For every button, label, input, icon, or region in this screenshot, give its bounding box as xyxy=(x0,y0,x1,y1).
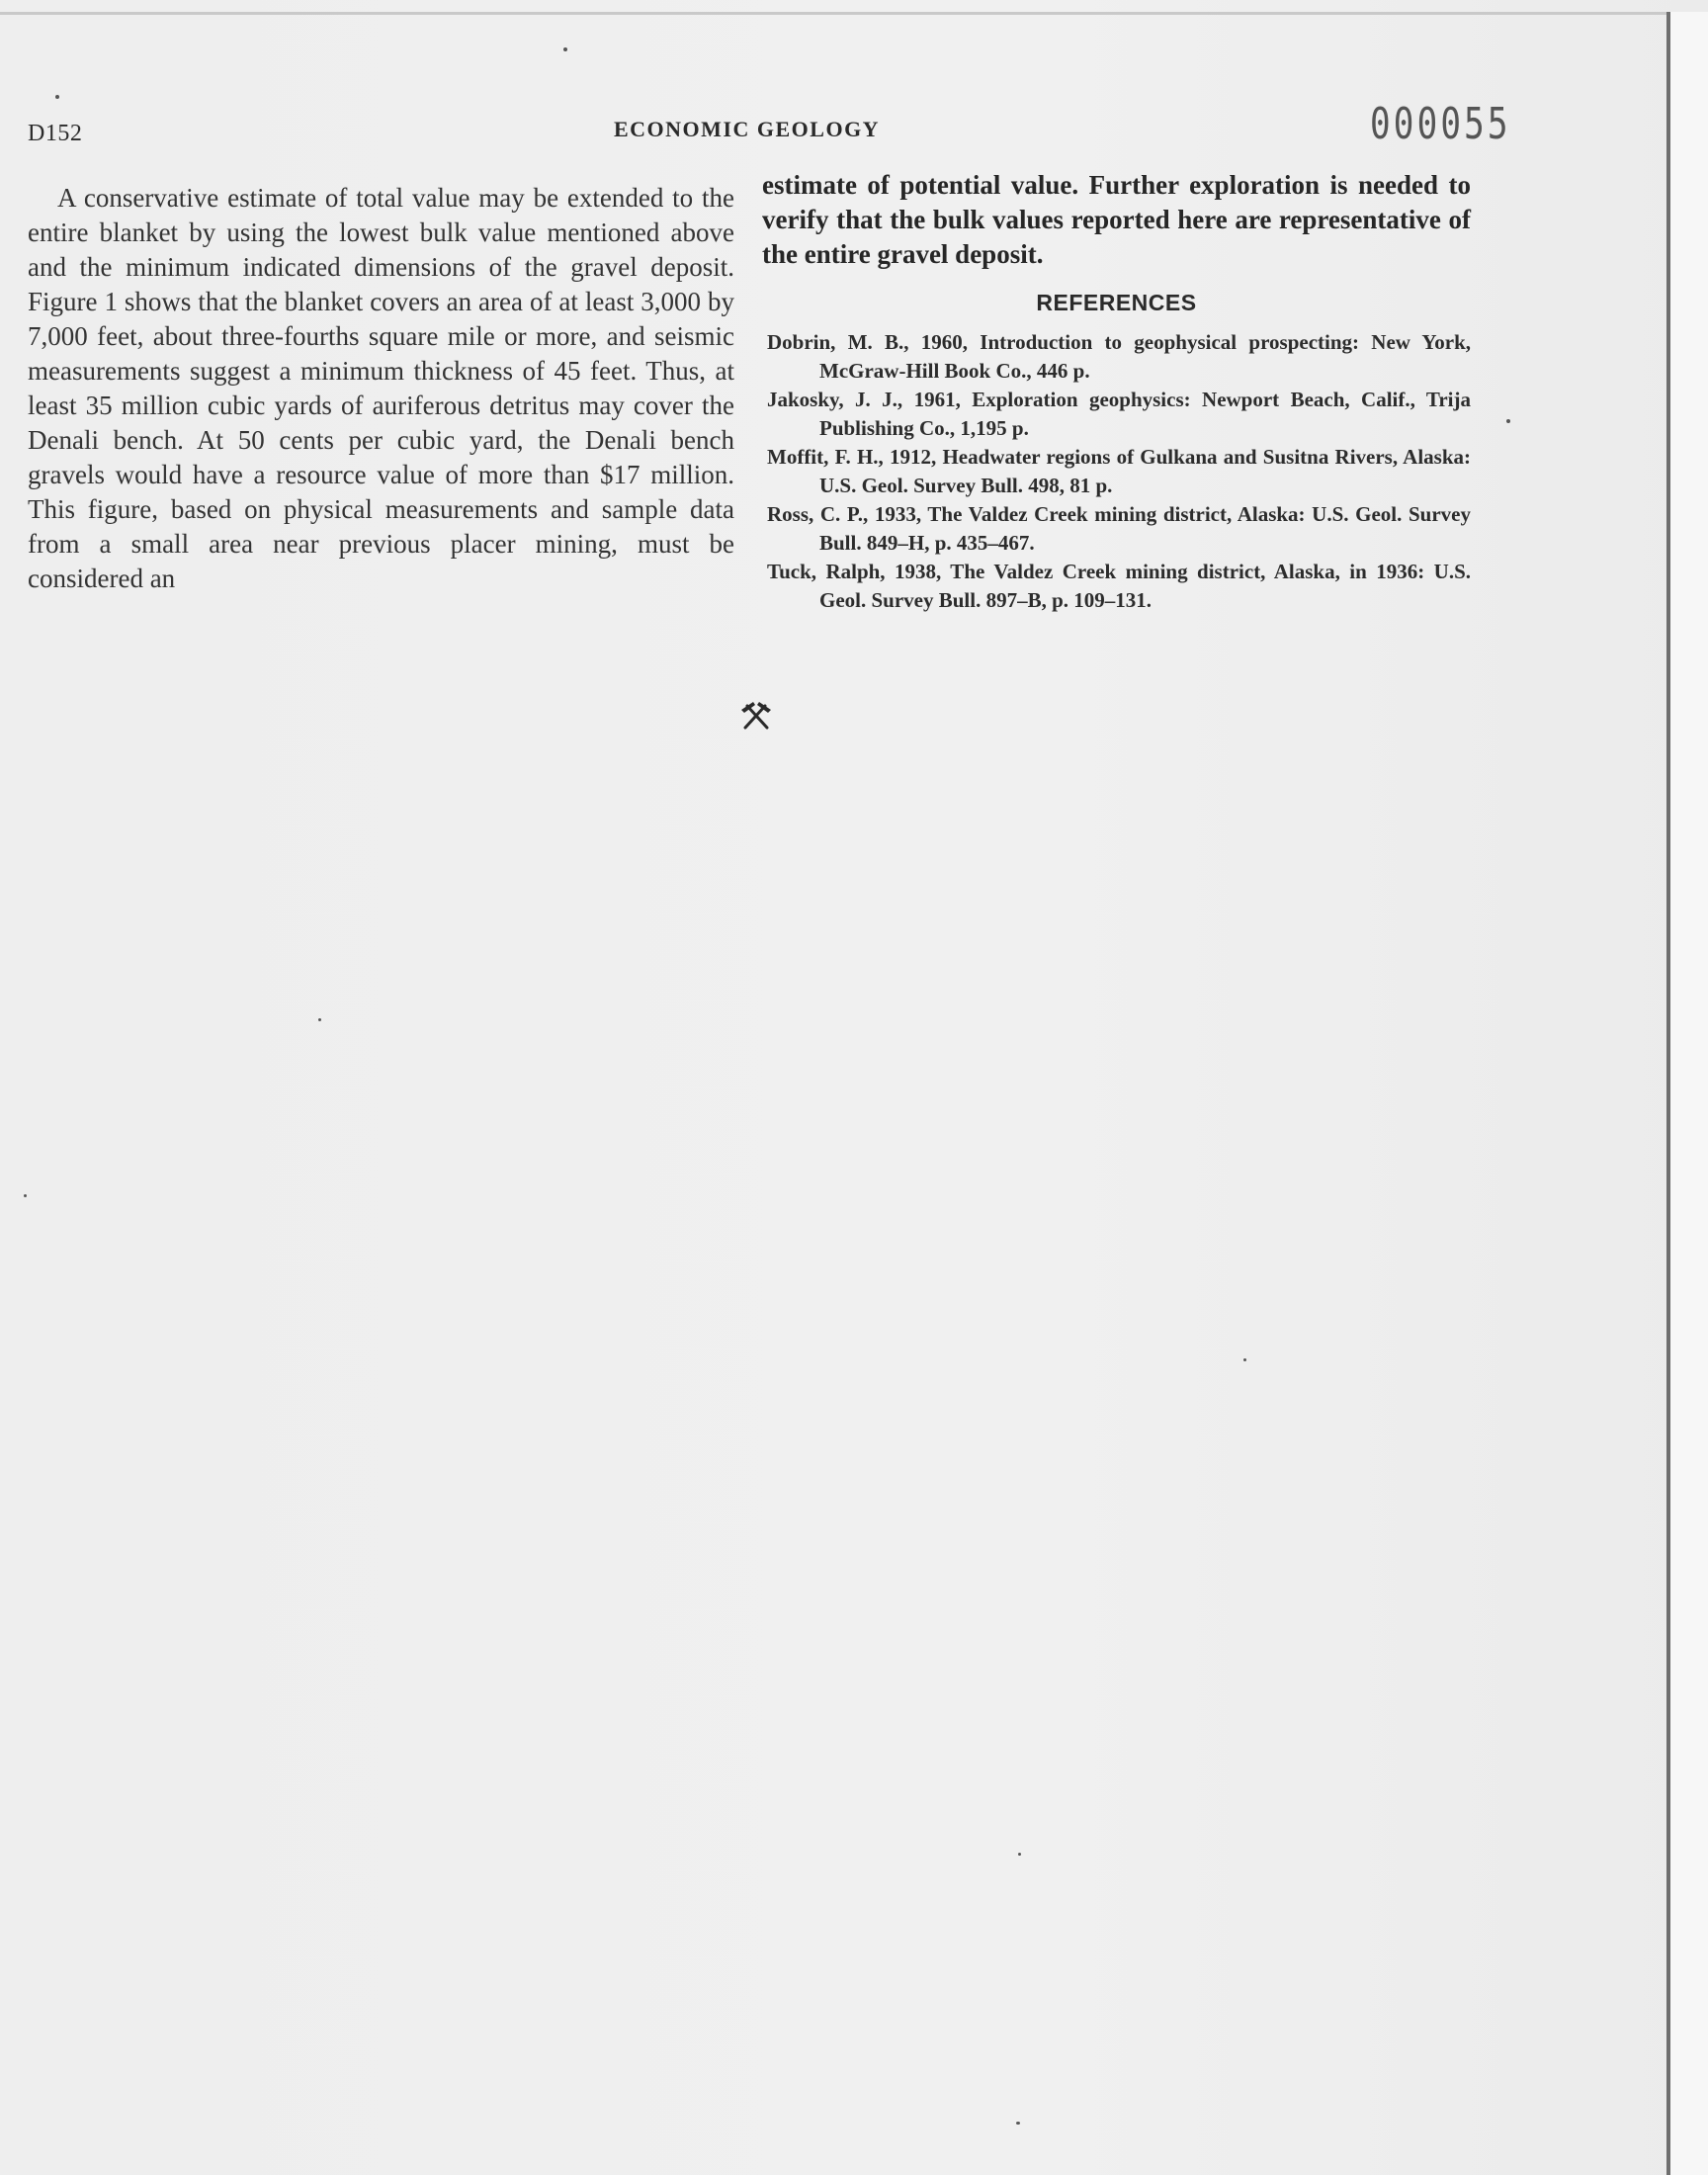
reference-entry: Moffit, F. H., 1912, Headwater regions of Gulkana and Susitna Rivers, Alaska: U.S. Geol. Survey Bull. 498, 81 p. xyxy=(767,445,1471,497)
scan-top-edge xyxy=(0,12,1680,15)
right-column xyxy=(762,168,1471,615)
running-head: ECONOMIC GEOLOGY xyxy=(614,117,881,141)
scan-speck xyxy=(1018,1853,1021,1856)
references-list xyxy=(762,328,1471,615)
reference-entry: Ross, C. P., 1933, The Valdez Creek mining district, Alaska: U.S. Geol. Survey Bull. 849–H, p. 435–467. xyxy=(767,502,1471,555)
reference-entry: Tuck, Ralph, 1938, The Valdez Creek mining district, Alaska, in 1936: U.S. Geol. Survey Bull. 897–B, p. 109–131. xyxy=(767,560,1471,612)
page-number: D152 xyxy=(28,121,83,146)
scan-speck xyxy=(1016,2122,1020,2125)
scan-speck xyxy=(318,1018,321,1021)
scan-speck xyxy=(55,95,59,99)
body-paragraph: A conservative estimate of total value may be extended to the entire blanket by using the lowest bulk value mentioned above and the minimum indicated dimensions of the gravel deposit. Figure 1 shows that the blanket covers an area of at least 3,000 by 7,000 feet, about three-fourths square mile or more, and seismic measurements suggest a minimum thickness of 45 feet. Thus, at least 35 million cubic yards of auriferous detritus may cover the Denali bench. At 50 cents per cubic yard, the Denali bench gravels would have a resource value of more than $17 million. This figure, based on physical measurements and sample data from a small area near previous placer mining, must be considered an xyxy=(28,183,734,593)
scan-speck xyxy=(1506,419,1510,423)
scan-speck xyxy=(1243,1358,1246,1361)
scan-speck xyxy=(563,47,567,51)
reference-entry: Jakosky, J. J., 1961, Exploration geophysics: Newport Beach, Calif., Trija Publishing Co., 1,195 p. xyxy=(767,388,1471,440)
document-stamp: 000055 xyxy=(1370,99,1511,149)
crossed-hammers-icon xyxy=(739,698,773,732)
scan-margin xyxy=(1670,12,1708,2175)
left-column xyxy=(28,181,734,596)
body-paragraph-continuation: estimate of potential value. Further exploration is needed to verify that the bulk values reported here are representative of the entire gravel deposit. xyxy=(762,170,1471,269)
references-heading: REFERENCES xyxy=(1036,290,1197,315)
scan-speck xyxy=(24,1194,27,1197)
reference-entry: Dobrin, M. B., 1960, Introduction to geophysical prospecting: New York, McGraw-Hill Book Co., 446 p. xyxy=(767,330,1471,383)
page-header xyxy=(28,99,1629,158)
